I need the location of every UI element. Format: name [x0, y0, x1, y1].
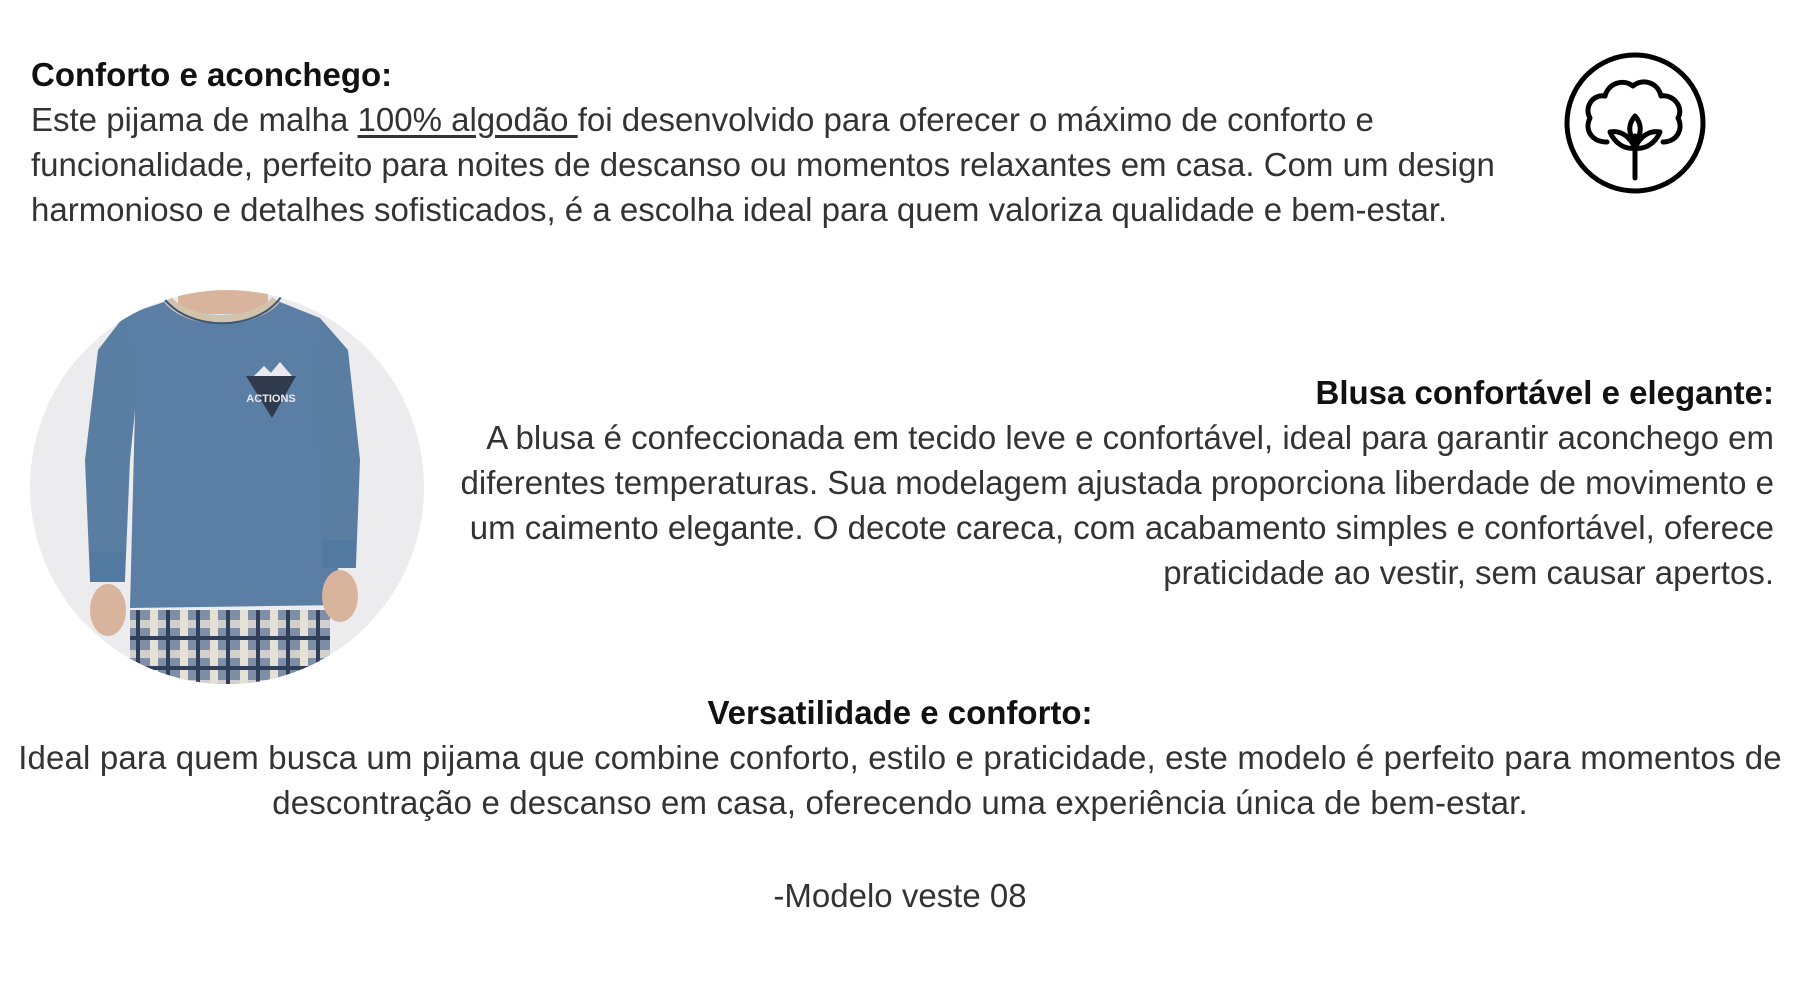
shirt-heading: Blusa confortável e elegante:: [1315, 374, 1774, 411]
model-size-note: -Modelo veste 08: [773, 877, 1027, 914]
comfort-text-start: Este pijama de malha: [31, 101, 358, 138]
cotton-percentage-text: 100% algodão: [357, 101, 578, 138]
cotton-flower-icon: [1562, 50, 1708, 196]
versatility-heading: Versatilidade e conforto:: [707, 694, 1093, 731]
comfort-paragraph: [31, 97, 1531, 232]
model-shirt-illustration: [30, 290, 424, 684]
versatility-section: [0, 690, 1800, 825]
model-photo: [30, 290, 424, 684]
shirt-print-text: ACTIONS: [246, 393, 296, 405]
versatility-paragraph: Ideal para quem busca um pijama que combine conforto, estilo e praticidade, este modelo é perfeito para momentos de descontração e descanso em casa, oferecendo uma experiência única de bem-estar.: [18, 739, 1782, 821]
shirt-section: [414, 370, 1774, 595]
plaid-shorts: [130, 610, 330, 684]
comfort-text-end: foi desenvolvido para oferecer o máximo de conforto e funcionalidade, perfeito para noites de descanso ou momentos relaxantes em casa. Com um design harmonioso e detalhes sofisticados, é a escolha ideal para quem valoriza qualidade e bem-estar.: [31, 101, 1495, 228]
comfort-heading: Conforto e aconchego:: [31, 56, 393, 93]
shirt-paragraph: A blusa é confeccionada em tecido leve e confortável, ideal para garantir aconchego em diferentes temperaturas. Sua modelagem ajustada proporciona liberdade de movimento e um caimento elegante. O decote careca, com acabamento simples e confortável, oferece praticidade ao vestir, sem causar apertos.: [460, 419, 1774, 591]
comfort-section: [31, 52, 1531, 232]
